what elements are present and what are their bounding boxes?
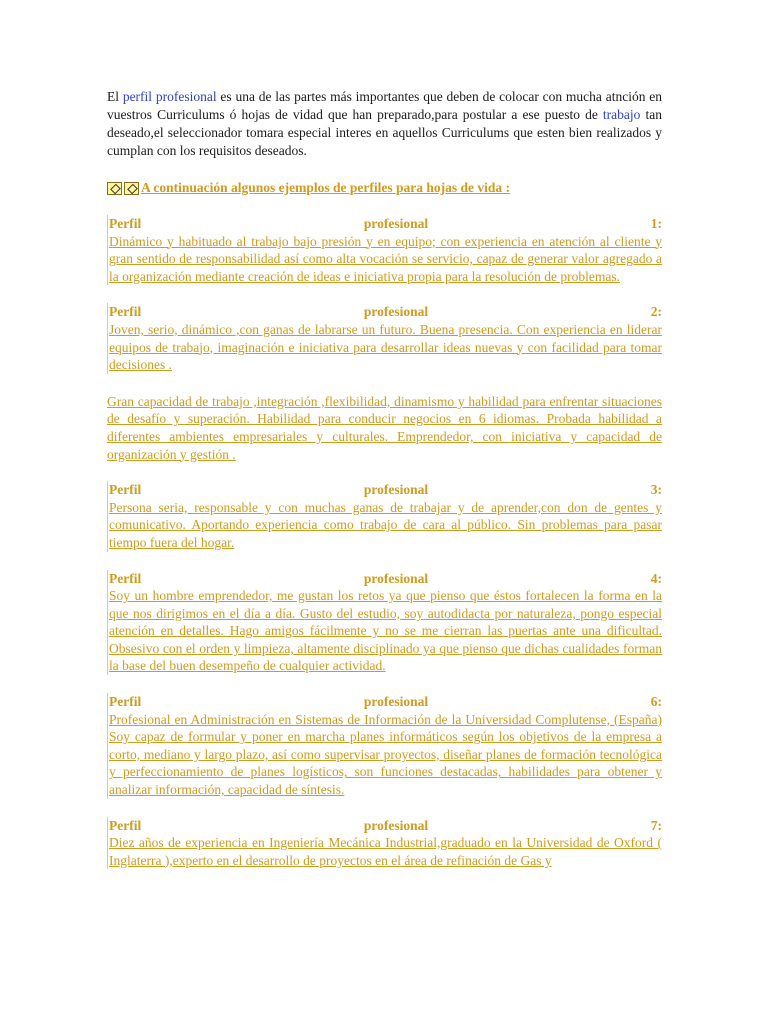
emoticon-icon bbox=[124, 182, 139, 195]
profile-title-word: Perfil bbox=[109, 482, 142, 498]
profile-description[interactable]: Persona seria, responsable y con muchas ganas de trabajar y de aprender,con don de gentes y comunicativo. Aportando experiencia como trabajo de cara al público. Sin problemas para pasar tiempo fuera del hogar. bbox=[109, 499, 662, 550]
profile-description[interactable]: Soy un hombre emprendedor, me gustan los retos ya que pienso que éstos fortalecen la forma en la que nos dirigimos en el día a día. Gusto del estudio, soy autodidacta por naturaleza, pongo especial atención en detalles. Hago amigos fácilmente y no se me cierran las puertas ante una dificultad. Obsesivo con el orden y limpieza, altamente disciplinado ya que pienso que dichas cualidades forman la base del buen desempeño de cualquier actividad. bbox=[109, 588, 662, 674]
profile-title-word: profesional bbox=[363, 304, 429, 320]
profile-number: 3: bbox=[650, 482, 662, 498]
perfil-profesional-link[interactable]: perfil profesional bbox=[122, 89, 217, 104]
intro-paragraph bbox=[107, 88, 662, 160]
trabajo-link[interactable]: trabajo bbox=[602, 107, 641, 122]
profile-number: 1: bbox=[650, 216, 662, 231]
profile-block-1 bbox=[107, 215, 662, 285]
profile-title bbox=[109, 570, 662, 588]
examples-heading-text[interactable]: A continuación algunos ejemplos de perfiles para hojas de vida : bbox=[141, 180, 511, 195]
profile-title-word: Perfil bbox=[109, 304, 142, 320]
profile-title-word: profesional bbox=[363, 482, 429, 498]
profile-block-7 bbox=[107, 817, 662, 870]
profile-number: 4: bbox=[650, 570, 662, 586]
profile-title bbox=[109, 693, 662, 711]
examples-heading bbox=[107, 179, 662, 197]
intro-text-end: tan deseado,el seleccionador tomara especial interes en aquellos Curriculums que esten bien realizados y cumplan con los requisitos deseados. bbox=[107, 107, 662, 158]
profile-title bbox=[109, 817, 662, 835]
document-page bbox=[107, 88, 662, 869]
profile-block-2 bbox=[107, 303, 662, 373]
profile-description[interactable]: Diez años de experiencia en Ingeniería Mecánica Industrial,graduado en la Universidad de Oxford ( Inglaterra ),experto en el desarrollo de proyectos en el área de refinación de Gas y bbox=[109, 835, 662, 868]
profile-block-6 bbox=[107, 693, 662, 799]
profile-block-4 bbox=[107, 570, 662, 676]
profile-description[interactable]: Dinámico y habituado al trabajo bajo presión y en equipo; con experiencia en atención al cliente y gran sentido de responsabilidad así como alta vocación se servicio, capaz de generar valor agregado a la organización mediante creación de ideas e iniciativa propia para la resolución de problemas. bbox=[109, 233, 662, 284]
profile-title-word: Perfil bbox=[109, 570, 142, 586]
intro-text-start: El bbox=[107, 89, 123, 104]
profile-title-word: Perfil bbox=[109, 694, 142, 710]
profile-title bbox=[109, 215, 662, 233]
profile-number: 7: bbox=[650, 817, 662, 833]
profile-title-word: profesional bbox=[363, 694, 429, 710]
profile-title-word: Perfil bbox=[109, 817, 142, 833]
profile-title bbox=[109, 303, 662, 321]
profile-title-word: profesional bbox=[363, 216, 429, 231]
intro-text-middle: es una de las partes más importantes que deben de colocar con mucha atnción en vuestros Curriculums ó hojas de vidad que han preparado,para postular a ese puesto de bbox=[107, 89, 663, 122]
profile-title bbox=[109, 481, 662, 499]
emoticon-icon bbox=[107, 182, 122, 195]
profile-block-3 bbox=[107, 481, 662, 551]
profile-description[interactable]: Profesional en Administración en Sistemas de Información de la Universidad Complutense, (España) Soy capaz de formular y poner en marcha planes informáticos según los objetivos de la empresa a corto, mediano y largo plazo, así como supervisar proyectos, diseñar planes de formación tecnológica y perfeccionamiento de planes logísticos, son funciones destacadas, habilidades para obtener y analizar información, capacidad de síntesis. bbox=[109, 711, 662, 798]
profile-number: 6: bbox=[650, 694, 662, 710]
profile-title-word: Perfil bbox=[109, 216, 142, 231]
profile-description[interactable]: Joven, serio, dinámico ,con ganas de labrarse un futuro. Buena presencia. Con experiencia en liderar equipos de trabajo, imaginación e iniciativa para desarrollar ideas nuevas y con facilidad para tomar decisiones . bbox=[109, 321, 662, 373]
skills-paragraph[interactable]: Gran capacidad de trabajo ,integración ,flexibilidad, dinamismo y habilidad para enfrentar situaciones de desafío y superación. Habilidad para conducir negocios en 6 idiomas. Probada habilidad a diferentes ambientes empresariales y culturales. Emprendedor, con iniciativa y capacidad de organización y gestión . bbox=[107, 393, 662, 462]
profile-title-word: profesional bbox=[363, 570, 429, 586]
profile-title-word: profesional bbox=[363, 817, 429, 833]
profile-number: 2: bbox=[650, 304, 662, 320]
